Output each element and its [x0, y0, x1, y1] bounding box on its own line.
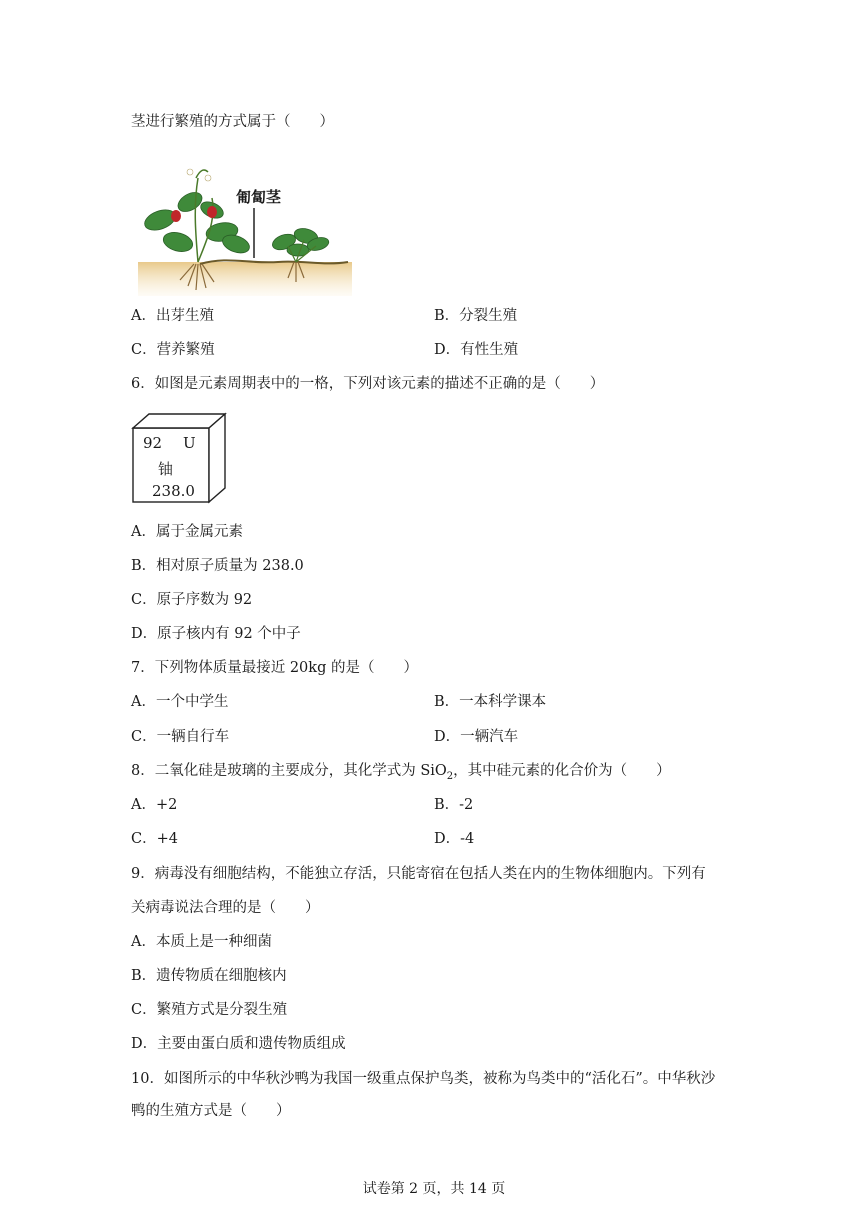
element-atomic-number: 92 [143, 434, 163, 452]
q9-option-c: C．繁殖方式是分裂生殖 [131, 1002, 288, 1018]
q10-stem-line1: 10．如图所示的中华秋沙鸭为我国一级重点保护鸟类，被称为鸟类中的“活化石”。中华秋沙 [131, 1071, 716, 1087]
q9-stem-line1: 9．病毒没有细胞结构，不能独立存活，只能寄宿在包括人类在内的生物体细胞内。下列有 [131, 866, 706, 882]
q8-option-d: D．-4 [434, 831, 475, 847]
q8-stem-part2: ，其中硅元素的化合价为（ ） [453, 763, 671, 779]
q6-stem: 6．如图是元素周期表中的一格，下列对该元素的描述不正确的是（ ） [131, 376, 605, 392]
q5-option-a: A．出芽生殖 [131, 308, 214, 324]
q6-option-b: B．相对原子质量为 238.0 [131, 558, 304, 574]
q10-stem-line2: 鸭的生殖方式是（ ） [131, 1103, 291, 1119]
soil-band [138, 262, 352, 296]
q8-option-b: B．-2 [434, 797, 474, 813]
q7-option-a: A．一个中学生 [131, 694, 229, 710]
q7-option-b: B．一本科学课本 [434, 694, 547, 710]
q9-option-b: B．遗传物质在细胞核内 [131, 968, 287, 984]
q5-option-b: B．分裂生殖 [434, 308, 518, 324]
q8-stem-subscript: 2 [446, 770, 454, 782]
element-atomic-mass: 238.0 [152, 482, 195, 500]
q6-option-a: A．属于金属元素 [131, 524, 243, 540]
q5-option-c: C．营养繁殖 [131, 342, 215, 358]
q8-stem-part1: 8．二氧化硅是玻璃的主要成分，其化学式为 SiO [131, 763, 447, 779]
q5-option-d: D．有性生殖 [434, 342, 519, 358]
q9-option-d: D．主要由蛋白质和遗传物质组成 [131, 1036, 346, 1052]
runner-stem-label: 匍匐茎 [236, 188, 282, 206]
element-name: 铀 [158, 460, 174, 478]
q9-stem-line2: 关病毒说法合理的是（ ） [131, 900, 320, 916]
strawberry-runner-figure [138, 158, 354, 298]
q7-option-d: D．一辆汽车 [434, 729, 519, 745]
q7-option-c: C．一辆自行车 [131, 729, 230, 745]
q8-option-c: C．+4 [131, 831, 178, 847]
element-symbol: U [183, 434, 196, 452]
q7-stem: 7．下列物体质量最接近 20kg 的是（ ） [131, 660, 418, 676]
q6-option-c: C．原子序数为 92 [131, 592, 253, 608]
q8-stem [131, 761, 671, 787]
page-footer: 试卷第 2 页，共 14 页 [362, 1181, 506, 1197]
q8-option-a: A．+2 [131, 797, 178, 813]
q5-stem-tail: 茎进行繁殖的方式属于（ ） [131, 114, 334, 130]
q9-option-a: A．本质上是一种细菌 [131, 934, 272, 950]
q6-option-d: D．原子核内有 92 个中子 [131, 626, 301, 642]
